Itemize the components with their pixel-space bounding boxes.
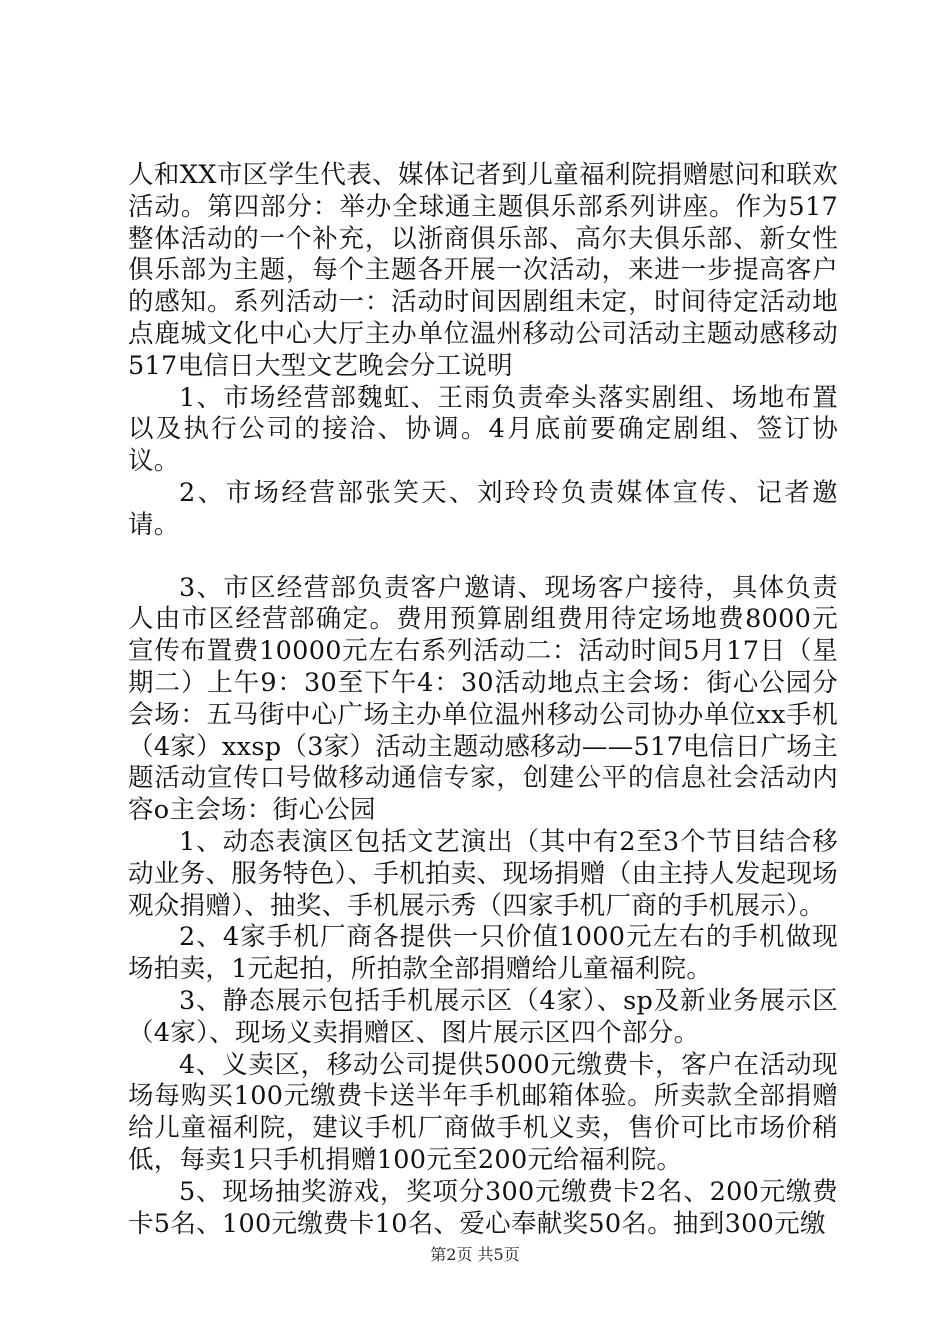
paragraph-activity-2: 2、4家手机厂商各提供一只价值1000元左右的手机做现场拍卖，1元起拍，所拍款全部捐赠给儿童福利院。	[128, 922, 838, 985]
paragraph-item-2: 2、市场经营部张笑天、刘玲玲负责媒体宣传、记者邀请。	[128, 477, 838, 540]
paragraph-activity-3: 3、静态展示包括手机展示区（4家）、sp及新业务展示区（4家）、现场义卖捐赠区、图片展示区四个部分。	[128, 985, 838, 1048]
page-number-footer: 第2页 共5页	[430, 1245, 520, 1264]
paragraph-item-3: 3、市区经营部负责客户邀请、现场客户接待，具体负责人由市区经营部确定。费用预算剧组费用待定场地费8000元宣传布置费10000元左右系列活动二：活动时间5月17日（星期二）上午9：30至下午4：30活动地点主会场：街心公园分会场：五马街中心广场主办单位温州移动公司协办单位xx手机（4家）xxsp（3家）活动主题动感移动——517电信日广场主题活动宣传口号做移动通信专家，创建公平的信息社会活动内容o主会场：街心公园	[128, 572, 838, 826]
paragraph-activity-5: 5、现场抽奖游戏，奖项分300元缴费卡2名、200元缴费卡5名、100元缴费卡10名、爱心奉献奖50名。抽到300元缴	[128, 1176, 838, 1239]
document-body	[128, 160, 838, 1240]
paragraph-activity-1: 1、动态表演区包括文艺演出（其中有2至3个节目结合移动业务、服务特色）、手机拍卖、现场捐赠（由主持人发起现场观众捐赠）、抽奖、手机展示秀（四家手机厂商的手机展示）。	[128, 826, 838, 921]
paragraph-gap	[128, 542, 838, 573]
paragraph-activity-4: 4、义卖区，移动公司提供5000元缴费卡，客户在活动现场每购买100元缴费卡送半年手机邮箱体验。所卖款全部捐赠给儿童福利院，建议手机厂商做手机义卖，售价可比市场价稍低，每卖1只手机捐赠100元至200元给福利院。	[128, 1049, 838, 1175]
paragraph-item-1: 1、市场经营部魏虹、王雨负责牵头落实剧组、场地布置以及执行公司的接洽、协调。4月底前要确定剧组、签订协议。	[128, 382, 838, 477]
paragraph-intro: 人和XX市区学生代表、媒体记者到儿童福利院捐赠慰问和联欢活动。第四部分：举办全球通主题俱乐部系列讲座。作为517整体活动的一个补充，以浙商俱乐部、高尔夫俱乐部、新女性俱乐部为主题，每个主题各开展一次活动，来进一步提高客户的感知。系列活动一：活动时间因剧组未定，时间待定活动地点鹿城文化中心大厅主办单位温州移动公司活动主题动感移动517电信日大型文艺晚会分工说明	[128, 160, 838, 381]
